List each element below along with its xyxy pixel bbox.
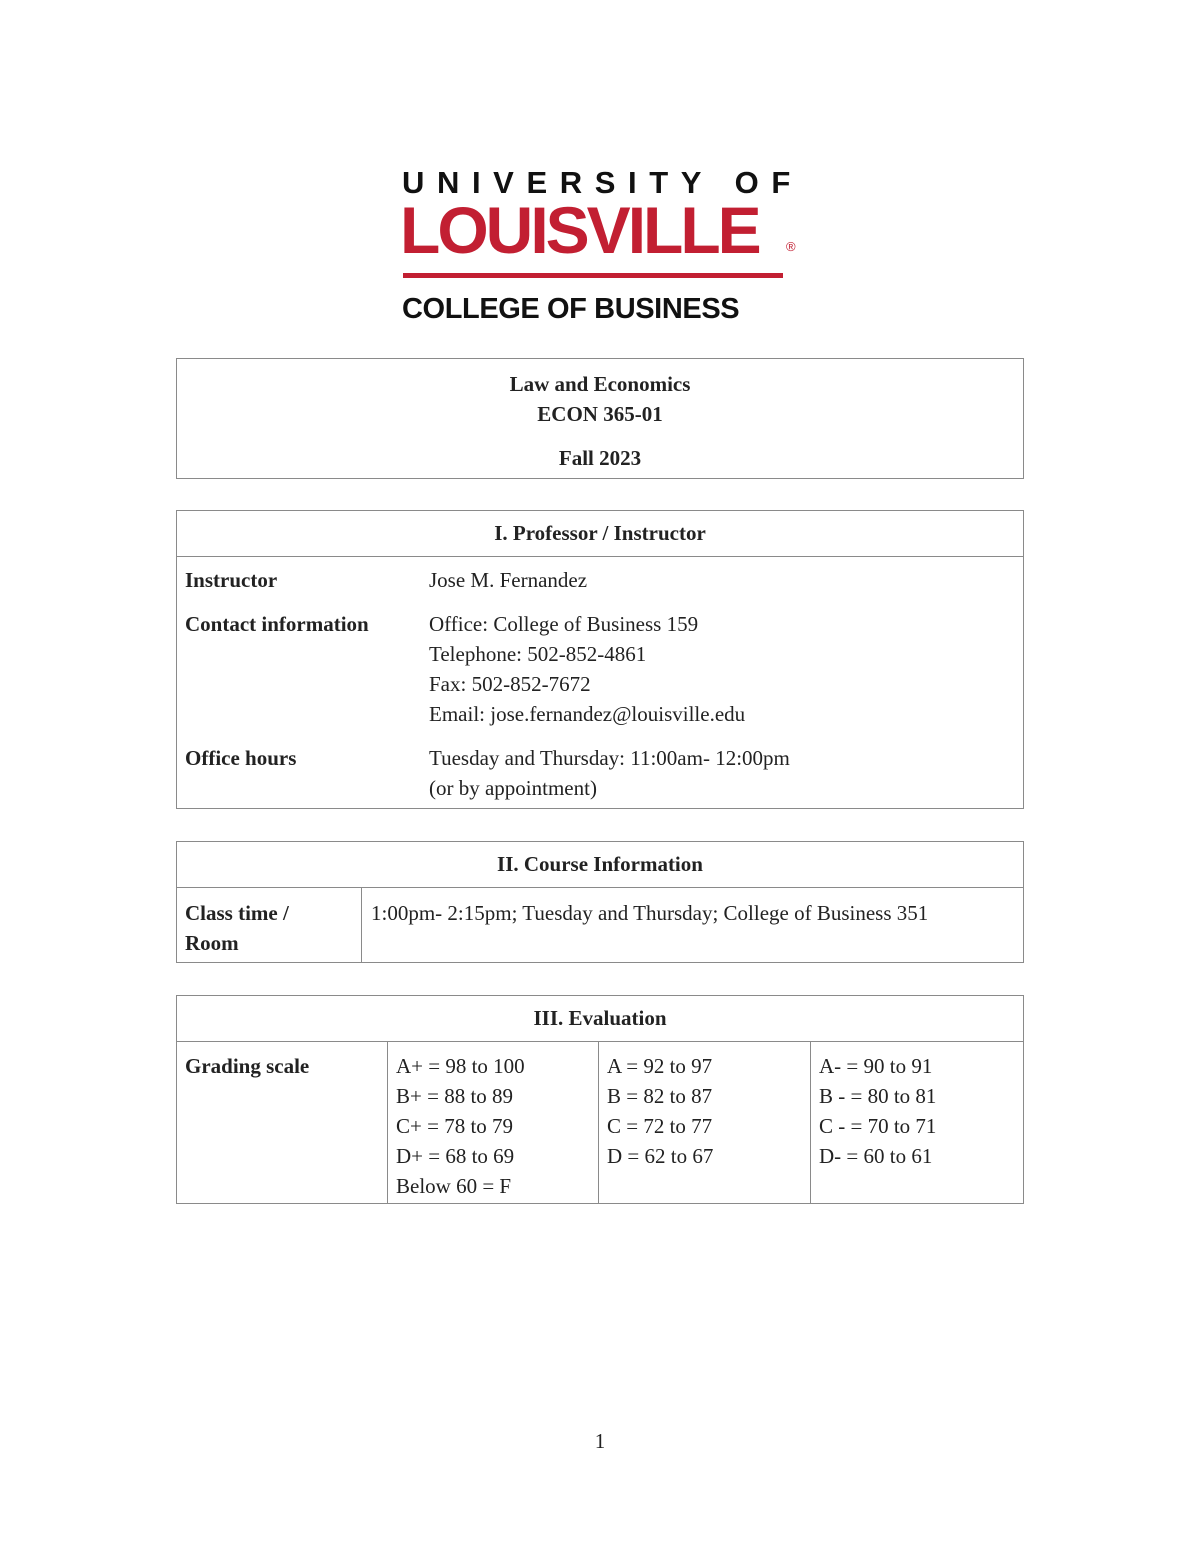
instructor-row — [185, 565, 1023, 595]
professor-section — [176, 510, 1024, 809]
instructor-label: Instructor — [185, 568, 278, 592]
course-title-box — [176, 358, 1024, 479]
class-time-label-line2: Room — [185, 931, 239, 955]
page-number: 1 — [594, 1429, 606, 1453]
grade-b: B = 82 to 87 — [607, 1084, 713, 1108]
grading-scale-label: Grading scale — [177, 1042, 388, 1204]
evaluation-section — [176, 995, 1024, 1204]
grade-c-minus: C - = 70 to 71 — [819, 1114, 937, 1138]
logo-college-of-business: COLLEGE OF BUSINESS — [402, 293, 740, 325]
grade-a-plus: A+ = 98 to 100 — [396, 1054, 525, 1078]
contact-row — [185, 609, 1023, 729]
professor-heading: I. Professor / Instructor — [177, 511, 1023, 557]
logo-red-rule — [403, 273, 783, 278]
grade-column-minus — [811, 1042, 1023, 1204]
grade-a: A = 92 to 97 — [607, 1054, 713, 1078]
grade-c: C = 72 to 77 — [607, 1114, 713, 1138]
office-hours-details — [429, 743, 1023, 803]
course-name: Law and Economics — [509, 372, 691, 396]
grade-column-plus — [388, 1042, 599, 1204]
evaluation-heading: III. Evaluation — [177, 996, 1023, 1042]
office-location: Office: College of Business 159 — [429, 612, 699, 636]
grade-c-plus: C+ = 78 to 79 — [396, 1114, 514, 1138]
grade-b-plus: B+ = 88 to 89 — [396, 1084, 514, 1108]
office-hours-label: Office hours — [185, 746, 297, 770]
contact-label: Contact information — [185, 612, 369, 636]
grade-d-minus: D- = 60 to 61 — [819, 1144, 933, 1168]
grading-scale-row — [177, 1042, 1023, 1204]
office-hours-row — [185, 743, 1023, 803]
grade-b-minus: B - = 80 to 81 — [819, 1084, 937, 1108]
logo-registered-mark: ® — [786, 239, 796, 254]
class-time-label-line1: Class time / — [185, 901, 289, 925]
course-code: ECON 365-01 — [537, 402, 663, 426]
course-info-section — [176, 841, 1024, 963]
grade-d: D = 62 to 67 — [607, 1144, 714, 1168]
telephone: Telephone: 502-852-4861 — [429, 642, 647, 666]
logo-louisville: LOUISVILLE — [400, 193, 759, 267]
class-time-value: 1:00pm- 2:15pm; Tuesday and Thursday; College of Business 351 — [371, 901, 929, 925]
office-hours-note: (or by appointment) — [429, 776, 597, 800]
class-time-label — [177, 888, 362, 963]
class-time-row — [177, 888, 1023, 963]
grade-f: Below 60 = F — [396, 1174, 512, 1198]
university-logo — [400, 165, 820, 335]
fax: Fax: 502-852-7672 — [429, 672, 591, 696]
email: Email: jose.fernandez@louisville.edu — [429, 702, 746, 726]
grade-column-base — [599, 1042, 811, 1204]
office-hours-time: Tuesday and Thursday: 11:00am- 12:00pm — [429, 746, 790, 770]
grade-d-plus: D+ = 68 to 69 — [396, 1144, 515, 1168]
course-info-heading: II. Course Information — [177, 842, 1023, 888]
instructor-name: Jose M. Fernandez — [429, 568, 588, 592]
contact-details — [429, 609, 1023, 729]
course-term: Fall 2023 — [558, 446, 642, 470]
grade-a-minus: A- = 90 to 91 — [819, 1054, 933, 1078]
logo-university-of: UNIVERSITY OF — [402, 165, 803, 200]
